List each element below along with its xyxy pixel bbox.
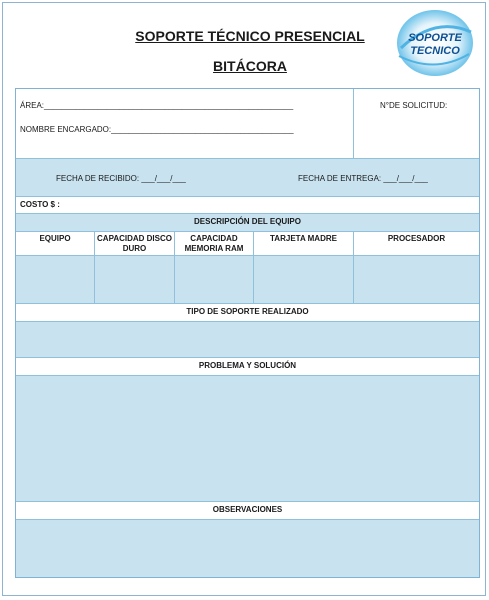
cell-disco-duro[interactable] bbox=[95, 256, 175, 303]
request-number-field[interactable]: N°DE SOLICITUD: bbox=[380, 101, 448, 110]
received-date-field[interactable]: FECHA DE RECIBIDO: ___/___/___ bbox=[56, 174, 186, 183]
cost-row bbox=[16, 197, 479, 214]
support-type-title: TIPO DE SOPORTE REALIZADO bbox=[16, 304, 479, 322]
logo-line-2: TECNICO bbox=[410, 45, 460, 57]
cost-field[interactable]: COSTO $ : bbox=[20, 200, 60, 209]
column-tarjeta-madre: TARJETA MADRE bbox=[254, 232, 354, 255]
dates-row bbox=[16, 159, 479, 197]
soporte-tecnico-logo bbox=[395, 8, 475, 78]
problem-solution-area[interactable] bbox=[16, 376, 479, 502]
header-left bbox=[16, 89, 354, 158]
column-memoria-ram: CAPACIDAD MEMORIA RAM bbox=[175, 232, 254, 255]
manager-field[interactable]: NOMBRE ENCARGADO:_________________________________________ bbox=[20, 125, 294, 134]
page-title: SOPORTE TÉCNICO PRESENCIAL bbox=[135, 28, 365, 44]
cell-tarjeta-madre[interactable] bbox=[254, 256, 354, 303]
cell-equipo[interactable] bbox=[16, 256, 95, 303]
cell-procesador[interactable] bbox=[354, 256, 479, 303]
cell-memoria-ram[interactable] bbox=[175, 256, 254, 303]
logo-line-1: SOPORTE bbox=[408, 32, 462, 44]
equipment-section-title: DESCRIPCIÓN DEL EQUIPO bbox=[16, 214, 479, 232]
equipment-headers bbox=[16, 232, 479, 256]
page-subtitle: BITÁCORA bbox=[213, 58, 287, 74]
delivery-date-field[interactable]: FECHA DE ENTREGA: ___/___/___ bbox=[298, 174, 428, 183]
column-procesador: PROCESADOR bbox=[387, 234, 446, 243]
column-equipo: EQUIPO bbox=[16, 232, 95, 255]
header-right bbox=[354, 89, 479, 158]
area-field[interactable]: ÁREA:________________________________________________________ bbox=[20, 101, 294, 110]
support-type-area[interactable] bbox=[16, 322, 479, 358]
request-form bbox=[15, 88, 480, 578]
column-disco-duro: CAPACIDAD DISCO DURO bbox=[95, 232, 175, 255]
problem-solution-title: PROBLEMA Y SOLUCIÓN bbox=[16, 358, 479, 376]
header-block bbox=[16, 89, 479, 159]
observations-title: OBSERVACIONES bbox=[16, 502, 479, 520]
observations-area[interactable] bbox=[16, 520, 479, 577]
equipment-values-row bbox=[16, 256, 479, 304]
